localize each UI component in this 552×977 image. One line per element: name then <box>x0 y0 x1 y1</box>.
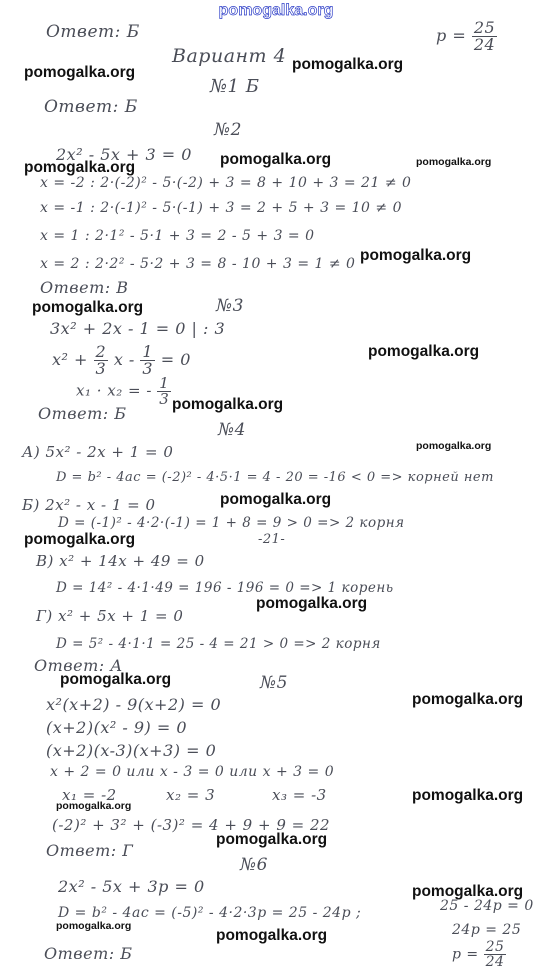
task-3-line-2-a: x² + <box>52 350 88 369</box>
site-watermark-top[interactable]: pomogalka.org <box>218 2 334 19</box>
page-number: -21- <box>258 532 286 547</box>
watermark[interactable]: pomogalka.org <box>216 927 328 944</box>
task-6-side-3 <box>452 940 506 969</box>
task-5-title: №5 <box>260 673 288 693</box>
watermark[interactable]: pomogalka.org <box>60 671 172 688</box>
watermark[interactable]: pomogalka.org <box>172 396 284 413</box>
task-3-fraction-3 <box>157 376 171 407</box>
task-3-line-1: 3x² + 2x - 1 = 0 | : 3 <box>50 319 226 338</box>
watermark[interactable]: pomogalka.org <box>220 491 332 508</box>
task-1: №1 Б <box>210 76 260 97</box>
watermark[interactable]: pomogalka.org <box>32 299 144 316</box>
task-2-title: №2 <box>214 120 242 140</box>
task-6-p-fraction <box>484 940 507 969</box>
p-denominator: 24 <box>473 35 496 54</box>
variant-title: Вариант 4 <box>172 45 287 67</box>
task-3-line-2-c: = 0 <box>160 350 191 369</box>
task-3-line-2 <box>52 344 191 377</box>
task-4-answer: Ответ: А <box>34 656 123 675</box>
task-6-answer: Ответ: Б <box>44 944 133 963</box>
watermark[interactable]: pomogalka.org <box>360 247 472 264</box>
previous-answer: Ответ: Б <box>46 22 140 42</box>
task-5-root-1: x₁ = -2 <box>62 786 117 804</box>
watermark[interactable]: pomogalka.org <box>368 343 480 360</box>
task-2-equation: 2x² - 5x + 3 = 0 <box>56 145 192 164</box>
task-6-side-2: 24p = 25 <box>452 922 522 938</box>
watermark[interactable]: pomogalka.org <box>24 159 136 176</box>
watermark[interactable]: pomogalka.org <box>412 787 524 804</box>
task-2-check-1: x = 1 : 2·1² - 5·1 + 3 = 2 - 5 + 3 = 0 <box>40 228 315 244</box>
p-fraction <box>472 20 497 53</box>
task-4-a-equation: А) 5x² - 2x + 1 = 0 <box>22 443 174 461</box>
task-3-fraction-1 <box>94 344 109 377</box>
watermark[interactable]: pomogalka.org <box>412 883 524 900</box>
task-5-line-1: x²(x+2) - 9(x+2) = 0 <box>46 695 222 714</box>
task-6-p-num: 25 <box>485 939 505 955</box>
task-4-v-discriminant: D = 14² - 4·1·49 = 196 - 196 = 0 => 1 корень <box>56 580 394 596</box>
task-4-g-discriminant: D = 5² - 4·1·1 = 25 - 4 = 21 > 0 => 2 корня <box>56 636 381 652</box>
p-numerator: 25 <box>473 18 496 37</box>
p-value <box>436 20 497 53</box>
task-3-fraction-2 <box>140 344 155 377</box>
task-4-v-equation: В) x² + 14x + 49 = 0 <box>36 552 205 570</box>
task-5-line-4: x + 2 = 0 или x - 3 = 0 или x + 3 = 0 <box>50 764 335 780</box>
watermark[interactable]: pomogalka.org <box>416 440 492 452</box>
task-4-b-discriminant: D = (-1)² - 4·2·(-1) = 1 + 8 = 9 > 0 => 2 корня <box>58 515 405 531</box>
task-1-answer: Ответ: Б <box>44 97 138 117</box>
task-2-check-minus-1: x = -1 : 2·(-1)² - 5·(-1) + 3 = 2 + 5 + 3 = 10 ≠ 0 <box>40 200 402 216</box>
watermark[interactable]: pomogalka.org <box>412 691 524 708</box>
task-3-answer: Ответ: Б <box>38 404 127 423</box>
task-3-line-3 <box>76 376 171 407</box>
task-5-answer: Ответ: Г <box>46 841 134 860</box>
task-3-title: №3 <box>216 296 244 316</box>
task-6-title: №6 <box>240 855 268 875</box>
task-6-p-den: 24 <box>485 954 505 970</box>
watermark[interactable]: pomogalka.org <box>416 156 492 168</box>
watermark[interactable]: pomogalka.org <box>292 56 404 73</box>
task-6-side-1: 25 - 24p = 0 <box>440 898 534 914</box>
watermark[interactable]: pomogalka.org <box>56 800 132 812</box>
task-5-root-2: x₂ = 3 <box>166 786 216 804</box>
task-2-answer: Ответ: В <box>40 278 129 297</box>
task-3-fraction-1-num: 2 <box>95 342 107 361</box>
task-3-fraction-3-den: 3 <box>159 390 170 408</box>
task-3-fraction-2-num: 1 <box>142 342 154 361</box>
task-5-line-3: (x+2)(x-3)(x+3) = 0 <box>46 741 217 760</box>
watermark[interactable]: pomogalka.org <box>216 831 328 848</box>
task-3-line-2-b: x - <box>113 350 135 369</box>
task-4-b-equation: Б) 2x² - x - 1 = 0 <box>22 496 156 514</box>
watermark[interactable]: pomogalka.org <box>24 64 136 81</box>
task-3-fraction-1-den: 3 <box>95 359 107 378</box>
task-2-check-minus-2: x = -2 : 2·(-2)² - 5·(-2) + 3 = 8 + 10 + 3 = 21 ≠ 0 <box>40 175 412 191</box>
task-4-title: №4 <box>218 420 246 440</box>
watermark[interactable]: pomogalka.org <box>56 920 132 932</box>
task-3-fraction-3-num: 1 <box>159 374 170 392</box>
task-4-g-equation: Г) x² + 5x + 1 = 0 <box>36 607 184 625</box>
task-3-fraction-2-den: 3 <box>142 359 154 378</box>
task-4-a-discriminant: D = b² - 4ac = (-2)² - 4·5·1 = 4 - 20 = -16 < 0 => корней нет <box>56 470 494 485</box>
p-label: p = <box>436 26 467 45</box>
task-6-equation: 2x² - 5x + 3p = 0 <box>58 877 205 896</box>
task-3-line-3-a: x₁ · x₂ = - <box>76 381 152 400</box>
watermark[interactable]: pomogalka.org <box>256 595 368 612</box>
watermark[interactable]: pomogalka.org <box>220 151 332 168</box>
task-2-check-2: x = 2 : 2·2² - 5·2 + 3 = 8 - 10 + 3 = 1 ≠ 0 <box>40 256 356 272</box>
watermark[interactable]: pomogalka.org <box>24 531 136 548</box>
task-5-line-2: (x+2)(x² - 9) = 0 <box>46 718 188 737</box>
task-6-side-3-a: p = <box>452 946 479 963</box>
task-5-sum: (-2)² + 3² + (-3)² = 4 + 9 + 9 = 22 <box>52 816 331 834</box>
task-6-discriminant: D = b² - 4ac = (-5)² - 4·2·3p = 25 - 24p ; <box>58 905 362 921</box>
task-5-root-3: x₃ = -3 <box>272 786 327 804</box>
